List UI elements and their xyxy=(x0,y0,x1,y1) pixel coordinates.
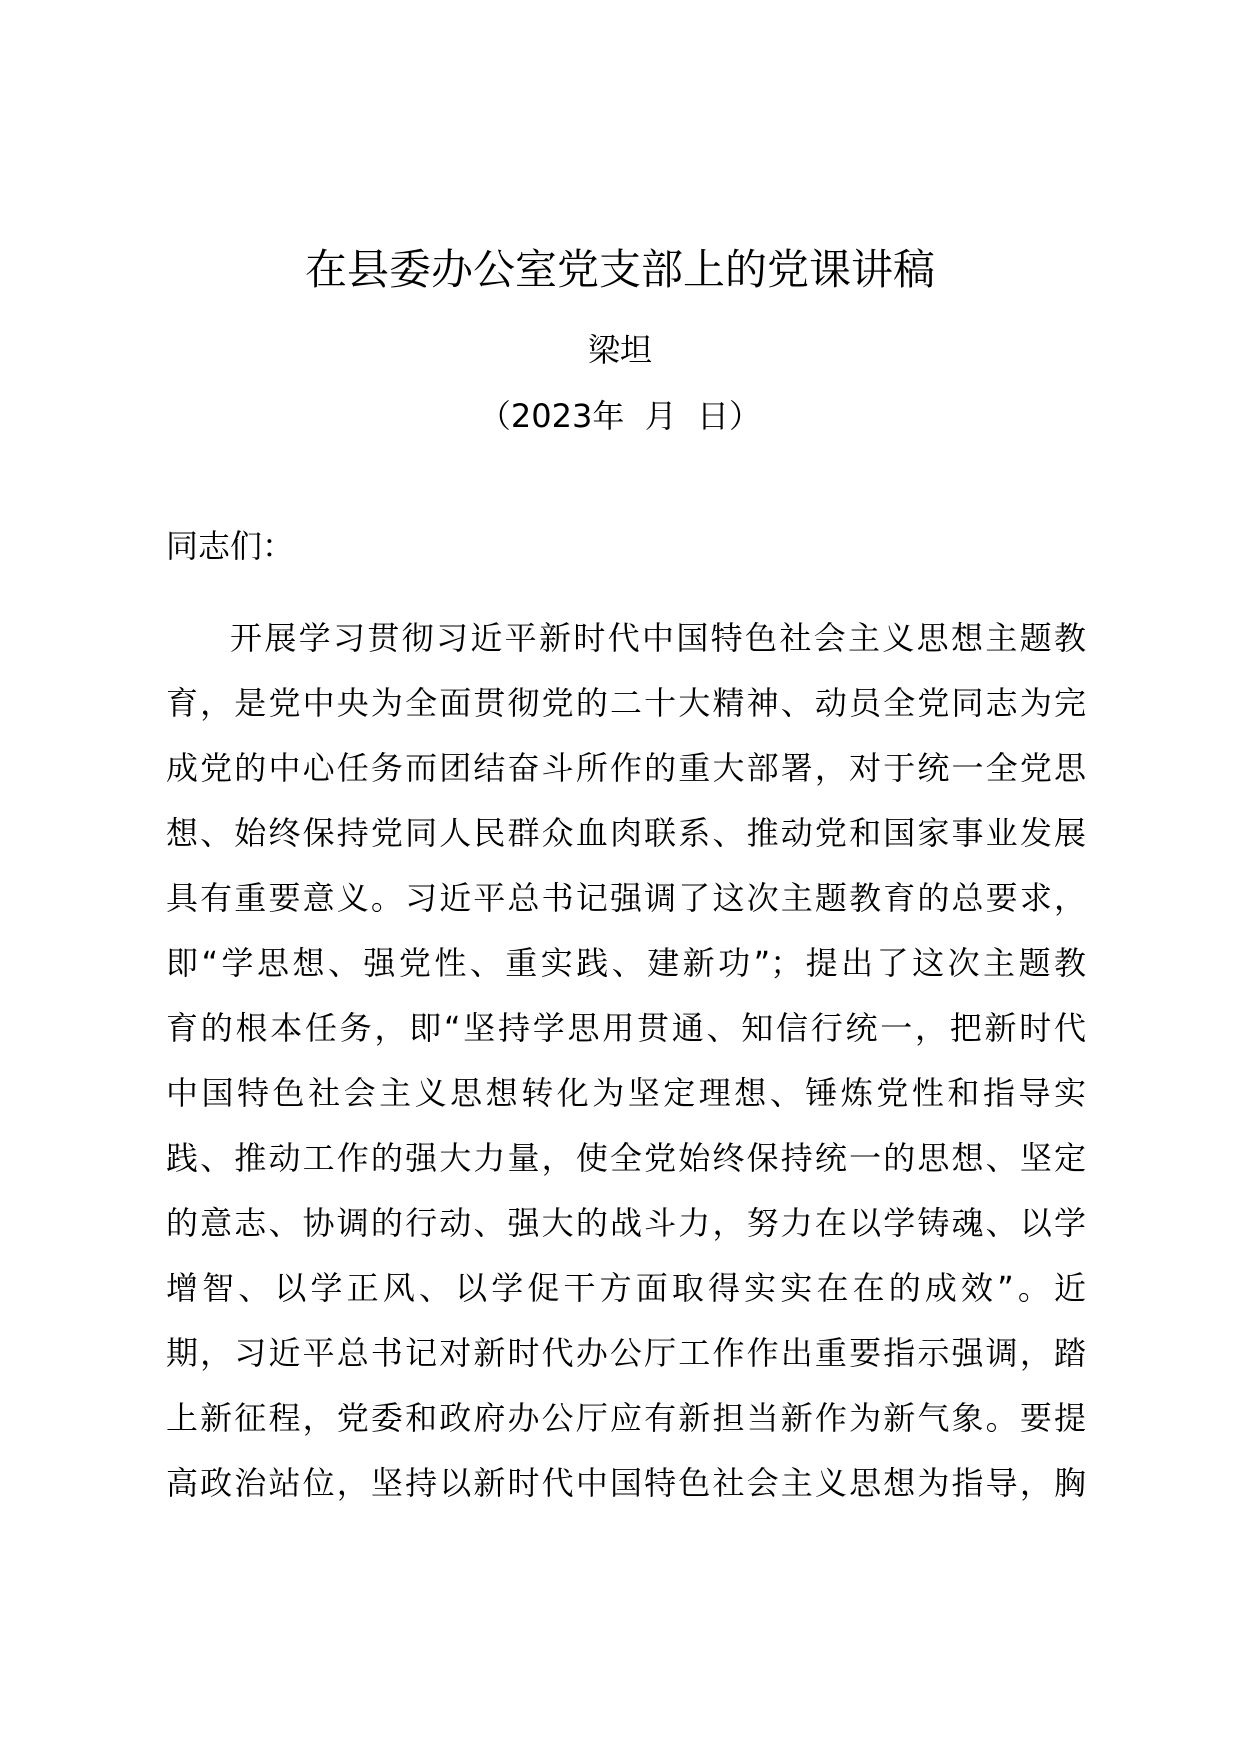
paragraph-line: 成党的中心任务而团结奋斗所作的重大部署，对于统一全党思 xyxy=(166,749,1086,787)
paragraph-line: 增智、以学正风、以学促干方面取得实实在在的成效”。近 xyxy=(166,1269,1086,1307)
document-author: 梁坦 xyxy=(587,331,652,369)
body-paragraph xyxy=(166,606,1086,1516)
paragraph-line: 高政治站位，坚持以新时代中国特色社会主义思想为指导，胸 xyxy=(166,1464,1086,1502)
paragraph-line: 育，是党中央为全面贯彻党的二十大精神、动员全党同志为完 xyxy=(166,684,1086,722)
paragraph-line: 育的根本任务，即“坚持学思用贯通、知信行统一，把新时代 xyxy=(166,1009,1086,1047)
paragraph-line: 的意志、协调的行动、强大的战斗力，努力在以学铸魂、以学 xyxy=(166,1204,1086,1242)
paragraph-line: 践、推动工作的强大力量，使全党始终保持统一的思想、坚定 xyxy=(166,1139,1086,1177)
paragraph-line: 中国特色社会主义思想转化为坚定理想、锤炼党性和指导实 xyxy=(166,1074,1086,1112)
paragraph-line: 具有重要意义。习近平总书记强调了这次主题教育的总要求， xyxy=(166,879,1086,917)
document-title: 在县委办公室党支部上的党课讲稿 xyxy=(304,245,935,294)
salutation: 同志们： xyxy=(166,527,295,565)
document-date: （2023年 月 日） xyxy=(478,397,762,435)
paragraph-line: 想、始终保持党同人民群众血肉联系、推动党和国家事业发展 xyxy=(166,814,1086,852)
paragraph-line: 开展学习贯彻习近平新时代中国特色社会主义思想主题教 xyxy=(230,619,1086,657)
paragraph-line: 上新征程，党委和政府办公厅应有新担当新作为新气象。要提 xyxy=(166,1399,1086,1437)
paragraph-line: 即“学思想、强党性、重实践、建新功”；提出了这次主题教 xyxy=(166,944,1086,982)
paragraph-line: 期，习近平总书记对新时代办公厅工作作出重要指示强调，踏 xyxy=(166,1334,1086,1372)
